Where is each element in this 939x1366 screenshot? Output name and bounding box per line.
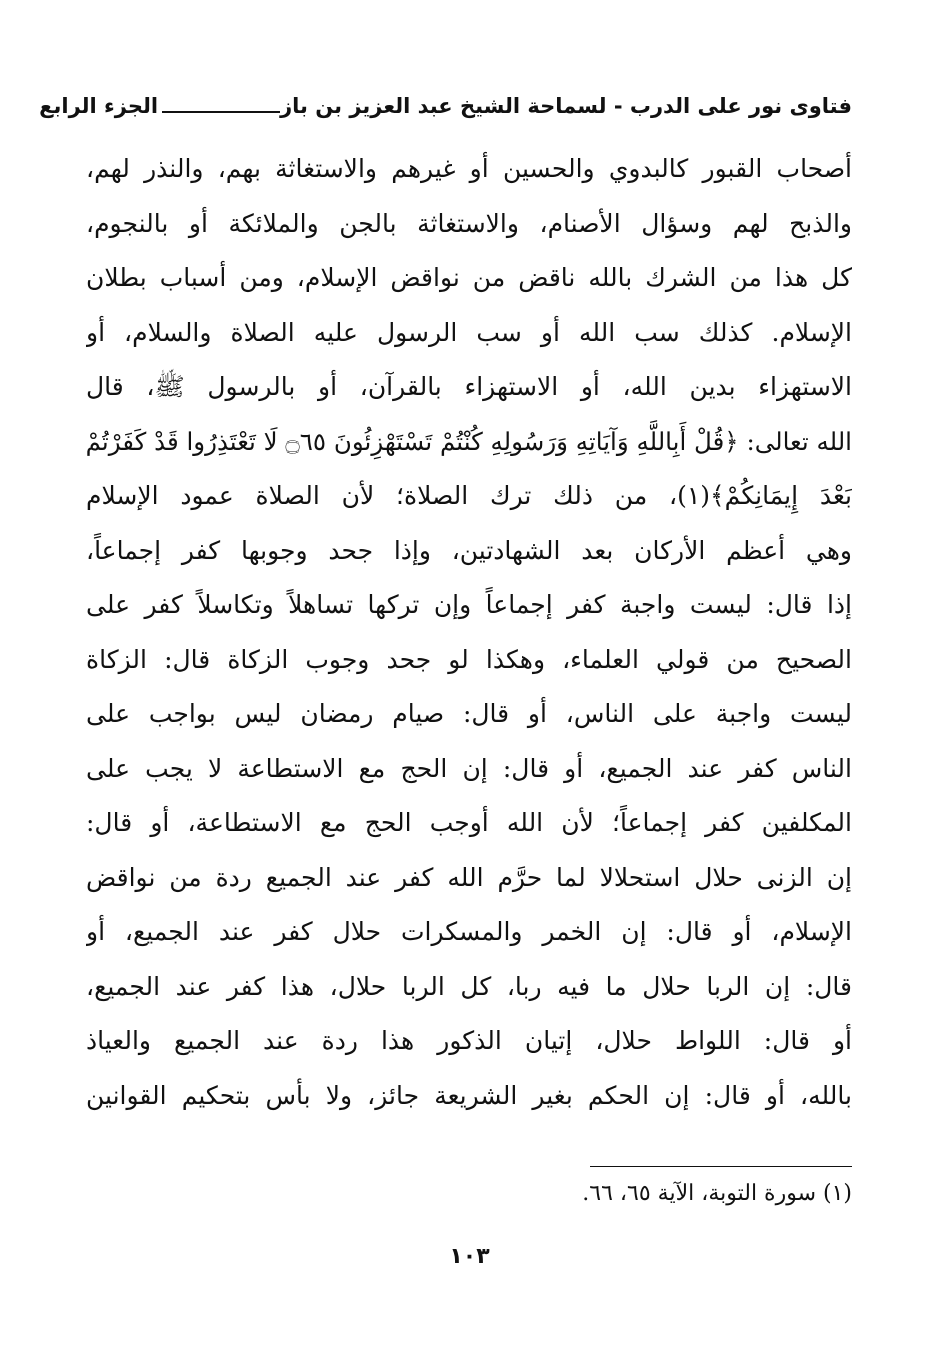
text-line: الإسلام، أو قال: إن الخمر والمسكرات حلال كفر عند الجميع، أو: [86, 917, 852, 946]
text-line: الاستهزاء بدين الله، أو الاستهزاء بالقرآن، أو بالرسول ﷺ، قال: [86, 372, 852, 401]
text-line: أو قال: اللواط حلال، إتيان الذكور هذا ردة عند الجميع والعياذ: [86, 1026, 852, 1055]
text-line: أصحاب القبور كالبدوي والحسين أو غيرهم والاستغاثة بهم، والنذر لهم،: [86, 154, 852, 183]
footnote-separator: [590, 1166, 852, 1167]
text-line: قال: إن الربا حلال ما فيه ربا، كل الربا حلال، هذا كفر عند الجميع،: [86, 971, 852, 1001]
running-header-volume: الجزء الرابع: [39, 94, 159, 118]
text-line: كل هذا من الشرك بالله ناقض من نواقض الإسلام، ومن أسباب بطلان: [86, 263, 852, 292]
text-line: إن الزنى حلال استحلالا لما حرَّم الله كفر عند الجميع ردة من نواقض: [86, 862, 852, 892]
text-line: وهي أعظم الأركان بعد الشهادتين، وإذا جحد وجوبها كفر إجماعاً،: [86, 535, 852, 565]
header-rule: [162, 111, 280, 113]
running-header-volume-group: [39, 94, 280, 118]
running-header: [39, 86, 852, 126]
text-line: المكلفين كفر إجماعاً؛ لأن الله أوجب الحج مع الاستطاعة، أو قال:: [86, 808, 852, 837]
main-text: [86, 142, 852, 1123]
quran-verse-line: بَعْدَ إِيمَانِكُمْ﴾(١)، من ذلك ترك الصلاة؛ لأن الصلاة عمود الإسلام: [86, 481, 852, 510]
text-line: الصحيح من قولي العلماء، وهكذا لو جحد وجوب الزكاة قال: الزكاة: [86, 644, 852, 674]
text-line: ليست واجبة على الناس، أو قال: صيام رمضان ليس بواجب على: [86, 699, 852, 728]
text-line: الناس كفر عند الجميع، أو قال: إن الحج مع الاستطاعة لا يجب على: [86, 753, 852, 783]
text-line: والذبح لهم وسؤال الأصنام، والاستغاثة بالجن والملائكة أو بالنجوم،: [86, 208, 852, 238]
quran-verse-line: الله تعالى: ﴿قُلْ أَبِاللَّهِ وَآيَاتِهِ وَرَسُولِهِ كُنْتُمْ تَسْتَهْزِئُونَ ۝٦٥ لَا تَعْتَذِرُوا قَدْ كَفَرْتُمْ: [86, 426, 852, 456]
text-line: بالله، أو قال: إن الحكم بغير الشريعة جائز، ولا بأس بتحكيم القوانين: [86, 1080, 852, 1110]
page-number: ١٠٣: [449, 1244, 490, 1269]
running-header-title: فتاوى نور على الدرب - لسماحة الشيخ عبد العزيز بن باز: [280, 94, 852, 118]
text-line: إذا قال: ليست واجبة كفر إجماعاً وإن تركها تساهلاً وتكاسلاً كفر على: [86, 590, 852, 619]
footnote: (١) سورة التوبة، الآية ٦٥، ٦٦.: [582, 1181, 852, 1206]
text-line: الإسلام. كذلك سب الله أو سب الرسول عليه الصلاة والسلام، أو: [86, 317, 852, 347]
